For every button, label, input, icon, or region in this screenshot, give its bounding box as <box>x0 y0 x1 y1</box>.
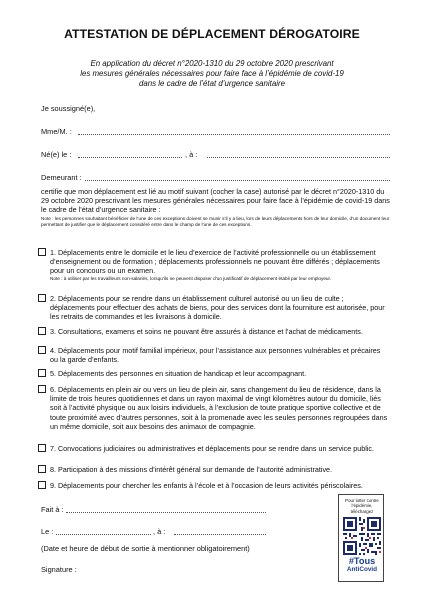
birth-place-field[interactable] <box>207 157 390 158</box>
reason-checkbox[interactable] <box>38 346 46 354</box>
reason-text: 9. Déplacements pour chercher les enfants à l’école et à l’occasion de leurs activités périscolaires. <box>50 481 363 490</box>
tousanticovid-panel <box>338 494 384 582</box>
reason-text: 8. Participation à des missions d’intérêt général sur demande de l’autorité administrative. <box>50 465 333 474</box>
name-field[interactable] <box>78 134 390 135</box>
qr-code-icon[interactable] <box>343 517 381 555</box>
birth-place-label: , à : <box>185 150 198 159</box>
time-field[interactable] <box>174 534 266 535</box>
reason-checkbox[interactable] <box>38 369 46 377</box>
certify-text: certifie que mon déplacement est lié au motif suivant (cocher la case) autorisé par le décret n°2020-1310 du 29 octobre 2020 prescrivant les mesures générales nécessaires pour faire face à l’épidémie de covid-19 dans le cadre de l’état d’urgence sanitaire : <box>41 187 390 215</box>
reason-checkbox[interactable] <box>38 465 46 473</box>
reason-checkbox[interactable] <box>38 385 46 393</box>
decree-subtitle <box>30 59 394 89</box>
reason-text: 6. Déplacements en plein air ou vers un lieu de plein air, sans changement du lieu de résidence, dans la limite de trois heures quotidiennes et dans un rayon maximal de vingt kilomètres autour du domicile, liés soit à l’activité physique ou aux loisirs individuels, à l’exclusion de toute pratique sportive collective et de toute proximité avec d’autres personnes, soit à la promenade avec les seules personnes regroupées dans un même domicile, soit aux besoins des animaux de compagnie. <box>50 385 388 431</box>
birth-date-label: Né(e) le : <box>41 150 72 159</box>
name-label: Mme/M. : <box>41 127 72 136</box>
subtitle-line: En application du décret n°2020-1310 du 29 octobre 2020 prescrivant <box>90 59 334 68</box>
soussigne-label: Je soussigné(e), <box>41 104 96 113</box>
date-label: Le : <box>41 527 54 536</box>
page-title: ATTESTATION DE DÉPLACEMENT DÉROGATOIRE <box>64 27 360 41</box>
date-note: (Date et heure de début de sortie à mentionner obligatoirement) <box>41 544 250 553</box>
reason-checkbox[interactable] <box>38 248 46 256</box>
reason-checkbox[interactable] <box>38 444 46 452</box>
tousanticovid-tag <box>339 557 385 573</box>
tag-line-2: AntiCovid <box>346 566 378 573</box>
tag-line-1: #Tous <box>348 556 376 566</box>
reason-text: 2. Déplacements pour se rendre dans un établissement culturel autorisé ou un lieu de culte ; déplacements pour effectuer des achats de biens, pour des services dont la fourniture est autorisée, pour les retraits de commandes et les livraisons à domicile. <box>50 294 385 322</box>
address-label: Demeurant : <box>41 173 82 182</box>
fait-a-field[interactable] <box>66 512 266 513</box>
reason-text: 4. Déplacements pour motif familial impérieux, pour l’assistance aux personnes vulnérables et précaires ou la garde d’enfants. <box>50 346 381 365</box>
reason-text: 1. Déplacements entre le domicile et le lieu d’exercice de l’activité professionnelle ou un établissement d’enseignement ou de formation ; déplacements professionnels ne pouvant être différés ; déplacements pour un concours ou un examen. <box>50 248 380 276</box>
qr-caption-line: l’épidémie, <box>351 503 373 509</box>
qr-caption <box>340 498 384 514</box>
reason-checkbox[interactable] <box>38 294 46 302</box>
address-field[interactable] <box>85 180 390 181</box>
qr-caption-line: téléchargez <box>350 508 374 514</box>
birth-date-field[interactable] <box>78 157 182 158</box>
subtitle-line: les mesures générales nécessaires pour faire face à l’épidémie de covid-19 <box>80 69 344 78</box>
reason-text: 5. Déplacements des personnes en situation de handicap et leur accompagnant. <box>50 369 307 378</box>
qr-caption-line: Pour lutter contre <box>345 498 379 503</box>
reason-text: 3. Consultations, examens et soins ne pouvant être assurés à distance et l’achat de médicaments. <box>50 327 363 336</box>
reason-text: 7. Convocations judiciaires ou administratives et déplacements pour se rendre dans un service public. <box>50 444 375 453</box>
reason-checkbox[interactable] <box>38 481 46 489</box>
time-label: , à : <box>153 527 166 536</box>
date-field[interactable] <box>56 534 151 535</box>
signature-label: Signature : <box>41 565 77 574</box>
reason-note: Note : à utiliser par les travailleurs non-salariés, lorsqu’ils ne peuvent disposer d’un justificatif de déplacement établi par leur employeur. <box>50 276 332 281</box>
reason-checkbox[interactable] <box>38 327 46 335</box>
fait-a-label: Fait à : <box>41 505 64 514</box>
certify-note: Note : les personnes souhaitant bénéficier de l’une de ces exceptions doivent se munir s’il y a lieu, lors de leurs déplacements hors de leur domicile, d’un document leur permettant de justifier que le déplacement considéré entre dans le champ de l’une de ces exceptions. <box>41 216 390 228</box>
subtitle-line: dans le cadre de l’état d’urgence sanitaire <box>138 79 286 88</box>
